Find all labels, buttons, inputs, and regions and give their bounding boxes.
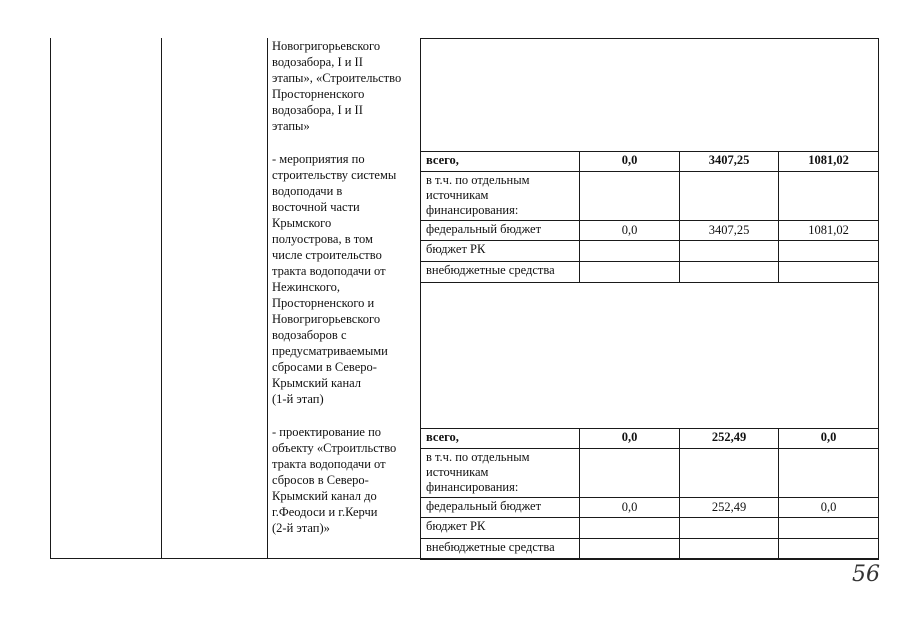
- col-border-1: [50, 38, 51, 558]
- rk-budget-label: бюджет РК: [426, 519, 486, 533]
- s2-col-line: [778, 428, 779, 559]
- federal-value: 3407,25: [708, 223, 750, 237]
- description-line: сбросами в Северо-: [272, 360, 377, 374]
- top-description-line: Новогригорьевского: [272, 39, 381, 53]
- description-line: объекту «Строитльство: [272, 441, 397, 455]
- s1-col-line: [679, 151, 680, 282]
- federal-label: федеральный бюджет: [426, 222, 542, 236]
- description-line: восточной части: [272, 200, 360, 214]
- rk-budget-label: бюджет РК: [426, 242, 486, 256]
- total-label: всего,: [426, 430, 459, 444]
- federal-value: 0,0: [621, 223, 638, 237]
- s2-row-line: [420, 497, 879, 498]
- s2-row-line: [420, 517, 879, 518]
- description-line: сбросов в Северо-: [272, 473, 369, 487]
- total-value: 0,0: [820, 430, 837, 444]
- federal-value: 252,49: [711, 500, 747, 514]
- description-line: тракта водоподачи от: [272, 264, 386, 278]
- top-description-line: Просторненского: [272, 87, 365, 101]
- federal-value: 0,0: [621, 500, 638, 514]
- s1-row-line: [420, 261, 879, 262]
- description-line: (1-й этап): [272, 392, 324, 406]
- description-line: полуострова, в том: [272, 232, 373, 246]
- extra-budget-label: внебюджетные средства: [426, 540, 555, 554]
- s1-col-line: [778, 151, 779, 282]
- description-line: Нежинского,: [272, 280, 341, 294]
- description-line: Крымский канал: [272, 376, 362, 390]
- sources-label: в т.ч. по отдельным: [426, 173, 530, 187]
- col-border-right: [878, 38, 879, 560]
- s1-row-line: [420, 171, 879, 172]
- description-line: тракта водоподачи от: [272, 457, 386, 471]
- top-description-line: этапы»: [272, 119, 310, 133]
- top-description-line: этапы», «Строительство: [272, 71, 402, 85]
- sources-label: в т.ч. по отдельным: [426, 450, 530, 464]
- s2-col-line: [679, 428, 680, 559]
- total-label: всего,: [426, 153, 459, 167]
- sources-label: источникам: [426, 188, 489, 202]
- s2-row-top: [420, 428, 879, 429]
- description-line: - проектирование по: [272, 425, 382, 439]
- s1-row-bottom: [420, 282, 879, 283]
- s1-row-line: [420, 220, 879, 221]
- top-description-line: водозабора, I и II: [272, 55, 363, 69]
- description-line: - мероприятия по: [272, 152, 365, 166]
- description-line: Новогригорьевского: [272, 312, 381, 326]
- total-value: 3407,25: [708, 153, 750, 167]
- description-line: Крымского: [272, 216, 332, 230]
- s1-col-line: [579, 151, 580, 282]
- col-border-3: [267, 38, 268, 558]
- federal-value: 0,0: [820, 500, 837, 514]
- s2-row-bottom: [420, 559, 879, 560]
- page-number: 56: [852, 562, 880, 587]
- s2-col-line: [579, 428, 580, 559]
- description-line: строительству системы: [272, 168, 397, 182]
- description-line: водозаборов с: [272, 328, 347, 342]
- description-line: г.Феодоси и г.Керчи: [272, 505, 378, 519]
- total-value: 0,0: [621, 153, 638, 167]
- sources-label: финансирования:: [426, 480, 519, 494]
- s1-row-line: [420, 240, 879, 241]
- description-line: водоподачи в: [272, 184, 343, 198]
- sources-label: источникам: [426, 465, 489, 479]
- s2-row-line: [420, 448, 879, 449]
- description-line: числе строительство: [272, 248, 382, 262]
- total-value: 0,0: [621, 430, 638, 444]
- col-border-4: [420, 38, 421, 560]
- bottom-border: [50, 558, 879, 559]
- description-line: (2-й этап)»: [272, 521, 330, 535]
- top-border: [420, 38, 879, 39]
- extra-budget-label: внебюджетные средства: [426, 263, 555, 277]
- sources-label: финансирования:: [426, 203, 519, 217]
- s1-row-top: [420, 151, 879, 152]
- top-description-line: водозабора, I и II: [272, 103, 363, 117]
- description-line: Просторненского и: [272, 296, 375, 310]
- total-value: 252,49: [711, 430, 747, 444]
- total-value: 1081,02: [808, 153, 849, 167]
- federal-label: федеральный бюджет: [426, 499, 542, 513]
- col-border-2: [161, 38, 162, 558]
- description-line: предусматриваемыми: [272, 344, 388, 358]
- federal-value: 1081,02: [808, 223, 849, 237]
- description-line: Крымский канал до: [272, 489, 377, 503]
- s2-row-line: [420, 538, 879, 539]
